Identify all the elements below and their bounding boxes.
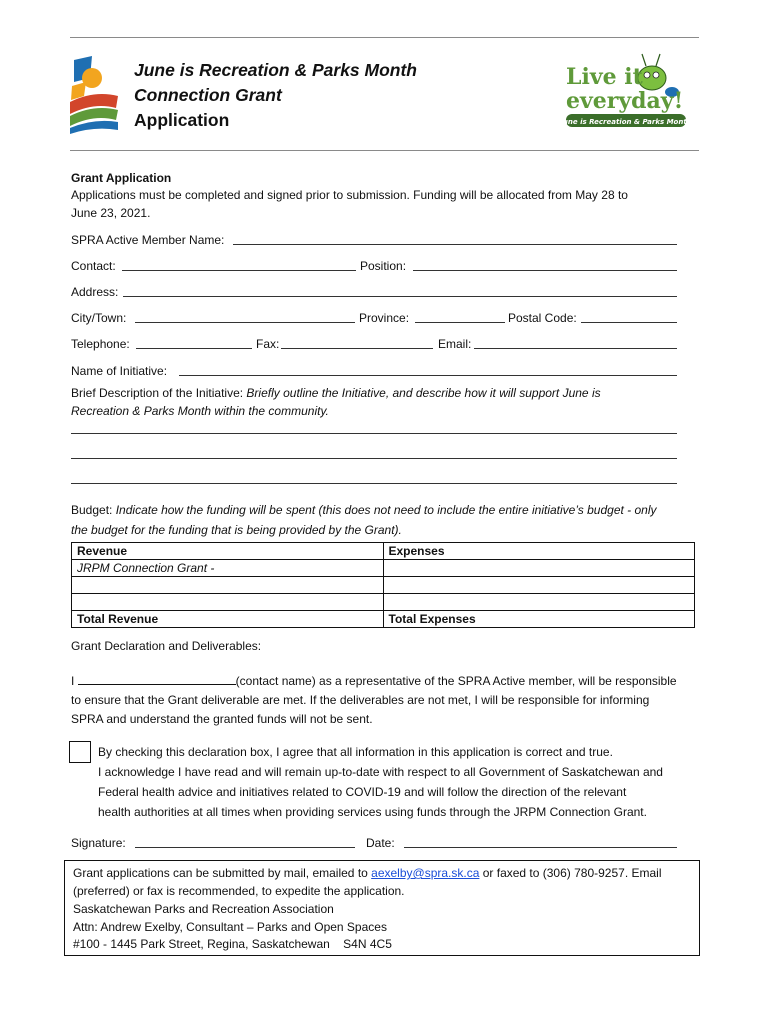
budget-table <box>71 542 695 628</box>
expenses-cell-2[interactable] <box>383 577 695 594</box>
revenue-cell-2[interactable] <box>72 577 384 594</box>
signature-label: Signature: <box>71 836 126 850</box>
title-line-2: Connection Grant <box>134 85 282 105</box>
telephone-field[interactable] <box>136 348 252 349</box>
logo-text-line-1: Live it <box>566 64 643 90</box>
city-label: City/Town: <box>71 311 127 325</box>
checkbox-text-line-4: health authorities at all times when providing services using funds through the JRPM Connection Grant. <box>98 805 647 819</box>
header-bottom-rule <box>70 150 699 151</box>
postal-code-field[interactable] <box>581 322 677 323</box>
position-field[interactable] <box>413 270 677 271</box>
description-label: Brief Description of the Initiative: <box>71 386 244 400</box>
province-field[interactable] <box>415 322 505 323</box>
address-label: Address: <box>71 285 119 299</box>
expenses-header: Expenses <box>383 543 695 560</box>
member-name-label: SPRA Active Member Name: <box>71 233 225 247</box>
email-field[interactable] <box>474 348 677 349</box>
date-field[interactable] <box>404 847 677 848</box>
intro-text-line-1: Applications must be completed and signed prior to submission. Funding will be allocated from May 28 to <box>71 188 628 202</box>
expenses-cell-1[interactable] <box>383 560 695 577</box>
logo-text-line-2: everyday! <box>566 88 684 114</box>
initiative-name-field[interactable] <box>179 375 677 376</box>
declaration-checkbox[interactable] <box>69 741 91 763</box>
page-title <box>134 58 494 133</box>
email-label: Email: <box>438 337 472 351</box>
total-revenue: Total Revenue <box>72 611 384 628</box>
footer-line-1-prefix: Grant applications can be submitted by mail, emailed to <box>73 866 372 880</box>
description-line-3[interactable] <box>71 483 677 484</box>
description-line-2[interactable] <box>71 458 677 459</box>
province-label: Province: <box>359 311 410 325</box>
contact-label: Contact: <box>71 259 116 273</box>
contact-name-field[interactable] <box>78 671 236 685</box>
declaration-prefix: I <box>71 674 78 688</box>
initiative-name-label: Name of Initiative: <box>71 364 168 378</box>
expenses-cell-3[interactable] <box>383 594 695 611</box>
description-line-1[interactable] <box>71 433 677 434</box>
declaration-para-line-3: SPRA and understand the granted funds will not be sent. <box>71 712 373 726</box>
fax-field[interactable] <box>281 348 433 349</box>
total-expenses: Total Expenses <box>383 611 695 628</box>
description-instruction-line-1 <box>71 384 601 402</box>
revenue-cell-3[interactable] <box>72 594 384 611</box>
table-row <box>72 560 695 577</box>
signature-field[interactable] <box>135 847 355 848</box>
declaration-checkbox-text <box>98 742 663 822</box>
intro-text-line-2: June 23, 2021. <box>71 206 151 220</box>
footer-line-3: Saskatchewan Parks and Recreation Association <box>73 902 334 916</box>
checkbox-text-line-2: I acknowledge I have read and will remain up-to-date with respect to all Government of Saskatchewan and <box>98 765 663 779</box>
footer-address: #100 - 1445 Park Street, Regina, Saskatchewan <box>73 937 330 951</box>
postal-code-label: Postal Code: <box>508 311 577 325</box>
table-row <box>72 594 695 611</box>
table-row <box>72 611 695 628</box>
table-row <box>72 577 695 594</box>
description-instruction-line-2: Recreation & Parks Month within the community. <box>71 404 329 418</box>
section-heading-grant-application: Grant Application <box>71 171 172 185</box>
footer-line-4: Attn: Andrew Exelby, Consultant – Parks and Open Spaces <box>73 920 387 934</box>
telephone-label: Telephone: <box>71 337 130 351</box>
spra-logo <box>66 56 124 139</box>
footer-line-5 <box>73 935 392 953</box>
revenue-cell-1[interactable]: JRPM Connection Grant - <box>72 560 384 577</box>
checkbox-text-line-3: Federal health advice and initiatives related to COVID-19 and will follow the direction of the relevant <box>98 785 627 799</box>
contact-field[interactable] <box>122 270 356 271</box>
revenue-header: Revenue <box>72 543 384 560</box>
budget-instruction-line-2: the budget for the funding that is being provided by the Grant). <box>71 523 402 537</box>
table-row <box>72 543 695 560</box>
footer-postal-code: S4N 4C5 <box>343 937 392 951</box>
footer-line-1 <box>73 864 662 882</box>
top-rule <box>70 37 699 38</box>
submission-info-box <box>64 860 700 956</box>
address-field[interactable] <box>123 296 677 297</box>
fax-label: Fax: <box>256 337 280 351</box>
budget-label: Budget: <box>71 503 113 517</box>
checkbox-text-line-1: By checking this declaration box, I agree that all information in this application is correct and true. <box>98 745 613 759</box>
footer-line-1-suffix: or faxed to (306) 780-9257. Email <box>479 866 662 880</box>
declaration-heading: Grant Declaration and Deliverables: <box>71 639 262 653</box>
budget-instruction-line-1 <box>71 501 657 519</box>
email-link[interactable]: aexelby@spra.sk.ca <box>371 866 480 880</box>
spra-logo-icon <box>66 56 124 134</box>
logo-banner-text: June is Recreation & Parks Month <box>560 118 690 126</box>
title-line-3: Application <box>134 110 230 130</box>
declaration-para-line-2: to ensure that the Grant deliverable are met. If the deliverables are not met, I will be responsible for informing <box>71 693 650 707</box>
declaration-line-1: (contact name) as a representative of the SPRA Active member, will be responsible <box>235 674 677 688</box>
description-instruction-1: Briefly outline the Initiative, and describe how it will support June is <box>246 386 601 400</box>
budget-instruction-1: Indicate how the funding will be spent (this does not need to include the entire initiative’s budget - only <box>115 503 657 517</box>
city-field[interactable] <box>135 322 355 323</box>
position-label: Position: <box>360 259 407 273</box>
title-line-1: June is Recreation & Parks Month <box>134 60 417 80</box>
live-it-everyday-logo <box>560 48 690 135</box>
member-name-field[interactable] <box>233 244 677 245</box>
declaration-para-line-1 <box>71 671 677 690</box>
date-label: Date: <box>366 836 395 850</box>
footer-line-2: (preferred) or fax is recommended, to expedite the application. <box>73 884 405 898</box>
